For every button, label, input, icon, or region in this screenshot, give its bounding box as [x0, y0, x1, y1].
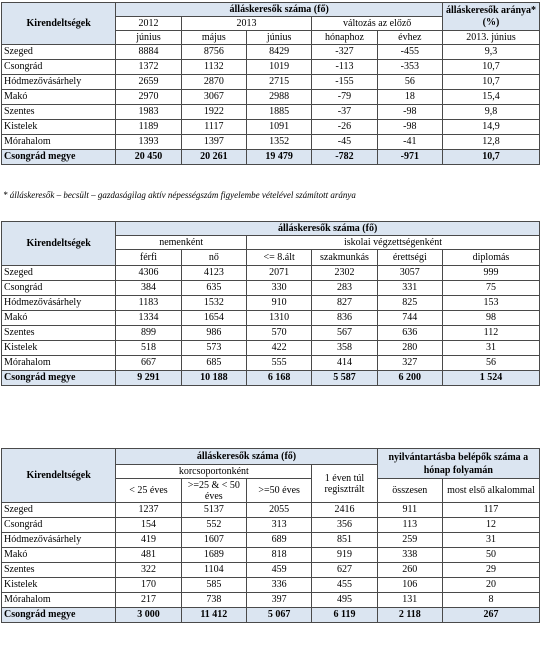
- age-group-header: korcsoportonként: [116, 465, 312, 479]
- sub-header: évhez: [377, 31, 442, 45]
- table-cell: 685: [181, 356, 246, 371]
- table-cell: 827: [312, 296, 377, 311]
- table-row: [2, 120, 540, 135]
- table-cell: -327: [312, 45, 377, 60]
- table-row: [2, 281, 540, 296]
- table-cell: 106: [377, 578, 442, 593]
- row-label: Makó: [2, 311, 116, 326]
- table-cell: -353: [377, 60, 442, 75]
- table-row: [2, 341, 540, 356]
- total-cell: 5 587: [312, 371, 377, 386]
- table-cell: -98: [377, 120, 442, 135]
- table-title: álláskeresők száma (fő): [116, 3, 443, 17]
- table-row: [2, 356, 540, 371]
- table-cell: 12: [442, 518, 539, 533]
- table-row: [2, 593, 540, 608]
- table-cell: 260: [377, 563, 442, 578]
- table-cell: 50: [442, 548, 539, 563]
- total-cell: 2 118: [377, 608, 442, 623]
- table-cell: 280: [377, 341, 442, 356]
- table-row: [2, 105, 540, 120]
- table-cell: -155: [312, 75, 377, 90]
- table-unemployed-age: [1, 448, 540, 623]
- table-row: [2, 533, 540, 548]
- table-cell: 2302: [312, 266, 377, 281]
- table-cell: 1983: [116, 105, 181, 120]
- table-cell: 56: [377, 75, 442, 90]
- table-cell: 322: [116, 563, 181, 578]
- row-label: Csongrád: [2, 60, 116, 75]
- col-header-region: Kirendeltségek: [2, 3, 116, 45]
- table-cell: 3067: [181, 90, 246, 105]
- table-row: [2, 503, 540, 518]
- table-row: [2, 311, 540, 326]
- table-cell: 1885: [246, 105, 311, 120]
- table-cell: 29: [442, 563, 539, 578]
- sub-header: szakmunkás: [312, 250, 377, 266]
- row-label: Mórahalom: [2, 356, 116, 371]
- table-cell: 414: [312, 356, 377, 371]
- total-label: Csongrád megye: [2, 608, 116, 623]
- table-cell: 154: [116, 518, 181, 533]
- table-cell: -41: [377, 135, 442, 150]
- table-cell: 986: [181, 326, 246, 341]
- total-cell: 267: [442, 608, 539, 623]
- table-row: [2, 563, 540, 578]
- table-cell: 313: [246, 518, 311, 533]
- table-row: [2, 75, 540, 90]
- table-cell: 911: [377, 503, 442, 518]
- table-cell: 552: [181, 518, 246, 533]
- table-row: [2, 518, 540, 533]
- table-cell: 1183: [116, 296, 181, 311]
- table-cell: 2715: [246, 75, 311, 90]
- row-label: Szentes: [2, 563, 116, 578]
- sub-header: május: [181, 31, 246, 45]
- table-cell: 31: [442, 533, 539, 548]
- table-cell: 455: [312, 578, 377, 593]
- total-row: [2, 371, 540, 386]
- table-row: [2, 578, 540, 593]
- table-cell: -26: [312, 120, 377, 135]
- total-row: [2, 150, 540, 165]
- table-cell: 14,9: [443, 120, 540, 135]
- table-cell: 1310: [246, 311, 311, 326]
- table-row: [2, 326, 540, 341]
- row-label: Hódmezővásárhely: [2, 296, 116, 311]
- table-cell: 2071: [246, 266, 311, 281]
- row-label: Hódmezővásárhely: [2, 75, 116, 90]
- table-row: [2, 548, 540, 563]
- table-cell: 358: [312, 341, 377, 356]
- table-cell: 567: [312, 326, 377, 341]
- table-cell: 384: [116, 281, 181, 296]
- table-cell: 555: [246, 356, 311, 371]
- table-cell: 75: [442, 281, 539, 296]
- table-cell: 495: [312, 593, 377, 608]
- sub-header: nő: [181, 250, 246, 266]
- table-cell: 153: [442, 296, 539, 311]
- total-cell: -971: [377, 150, 442, 165]
- table-cell: 283: [312, 281, 377, 296]
- table-cell: 419: [116, 533, 181, 548]
- table-cell: 117: [442, 503, 539, 518]
- table-cell: 330: [246, 281, 311, 296]
- row-label: Szeged: [2, 45, 116, 60]
- table-cell: 217: [116, 593, 181, 608]
- table-cell: 5137: [181, 503, 246, 518]
- total-cell: 10,7: [443, 150, 540, 165]
- table-cell: 459: [246, 563, 311, 578]
- table-row: [2, 45, 540, 60]
- table-cell: 131: [377, 593, 442, 608]
- total-cell: 6 119: [312, 608, 377, 623]
- table-cell: -98: [377, 105, 442, 120]
- row-label: Kistelek: [2, 341, 116, 356]
- table-cell: 2970: [116, 90, 181, 105]
- row-label: Szeged: [2, 266, 116, 281]
- sub-header: most első alkalommal: [442, 479, 539, 503]
- table-cell: 259: [377, 533, 442, 548]
- table-cell: 1352: [246, 135, 311, 150]
- table-cell: 570: [246, 326, 311, 341]
- education-group-header: iskolai végzettségenként: [246, 236, 539, 250]
- table-cell: 356: [312, 518, 377, 533]
- total-cell: 20 261: [181, 150, 246, 165]
- table-cell: 738: [181, 593, 246, 608]
- sub-header: június: [116, 31, 181, 45]
- sub-header: összesen: [377, 479, 442, 503]
- total-cell: 1 524: [442, 371, 539, 386]
- table-cell: -45: [312, 135, 377, 150]
- total-cell: 3 000: [116, 608, 181, 623]
- table-cell: -79: [312, 90, 377, 105]
- table-cell: -113: [312, 60, 377, 75]
- table-cell: 919: [312, 548, 377, 563]
- table-cell: 1189: [116, 120, 181, 135]
- table-row: [2, 266, 540, 281]
- table-cell: -455: [377, 45, 442, 60]
- sub-header: >=50 éves: [246, 479, 311, 503]
- table-cell: 627: [312, 563, 377, 578]
- row-label: Szentes: [2, 326, 116, 341]
- table-cell: 2055: [246, 503, 311, 518]
- gender-group-header: nemenként: [116, 236, 247, 250]
- table-cell: 518: [116, 341, 181, 356]
- table-cell: 1091: [246, 120, 311, 135]
- table-cell: 4123: [181, 266, 246, 281]
- sub-header: férfi: [116, 250, 181, 266]
- new-entrants-header: nyilvántartásba belépők száma a hónap folyamán: [377, 449, 539, 479]
- table-cell: 999: [442, 266, 539, 281]
- table-cell: 2659: [116, 75, 181, 90]
- row-label: Szentes: [2, 105, 116, 120]
- table-cell: 2416: [312, 503, 377, 518]
- table-row: [2, 296, 540, 311]
- table-cell: 689: [246, 533, 311, 548]
- table-row: [2, 60, 540, 75]
- table-cell: 8429: [246, 45, 311, 60]
- col-header-region: Kirendeltségek: [2, 449, 116, 503]
- footnote: * álláskeresők – becsült – gazdaságilag aktív népességszám figyelembe vételével számított aránya: [3, 190, 356, 200]
- table-cell: 8884: [116, 45, 181, 60]
- table-cell: 12,8: [443, 135, 540, 150]
- table-cell: 1607: [181, 533, 246, 548]
- row-label: Szeged: [2, 503, 116, 518]
- table-cell: 899: [116, 326, 181, 341]
- table-cell: -37: [312, 105, 377, 120]
- table-cell: 327: [377, 356, 442, 371]
- year-2012-header: 2012: [116, 17, 181, 31]
- total-cell: 6 168: [246, 371, 311, 386]
- table-cell: 1397: [181, 135, 246, 150]
- table-cell: 1132: [181, 60, 246, 75]
- table-cell: 56: [442, 356, 539, 371]
- row-label: Makó: [2, 548, 116, 563]
- total-label: Csongrád megye: [2, 371, 116, 386]
- total-cell: 20 450: [116, 150, 181, 165]
- table-cell: 10,7: [443, 75, 540, 90]
- table-cell: 825: [377, 296, 442, 311]
- row-label: Mórahalom: [2, 593, 116, 608]
- sub-header: érettségi: [377, 250, 442, 266]
- total-cell: 11 412: [181, 608, 246, 623]
- table-cell: 1393: [116, 135, 181, 150]
- table-cell: 112: [442, 326, 539, 341]
- sub-header: hónaphoz: [312, 31, 377, 45]
- table-cell: 15,4: [443, 90, 540, 105]
- table-cell: 836: [312, 311, 377, 326]
- table-unemployed-trend: [1, 2, 540, 165]
- total-cell: -782: [312, 150, 377, 165]
- table-cell: 636: [377, 326, 442, 341]
- row-label: Csongrád: [2, 281, 116, 296]
- table-cell: 10,7: [443, 60, 540, 75]
- long-term-header: 1 éven túl regisztrált: [312, 465, 377, 503]
- table-cell: 20: [442, 578, 539, 593]
- table-title: álláskeresők száma (fő): [116, 449, 377, 465]
- table-cell: 4306: [116, 266, 181, 281]
- sub-header: 2013. június: [443, 31, 540, 45]
- table-cell: 338: [377, 548, 442, 563]
- total-cell: 6 200: [377, 371, 442, 386]
- sub-header: >=25 & < 50 éves: [181, 479, 246, 503]
- table-cell: 98: [442, 311, 539, 326]
- sub-header: <= 8.ált: [246, 250, 311, 266]
- table-cell: 481: [116, 548, 181, 563]
- table-cell: 8756: [181, 45, 246, 60]
- table-unemployed-breakdown: [1, 221, 540, 386]
- table-cell: 336: [246, 578, 311, 593]
- total-row: [2, 608, 540, 623]
- row-label: Kistelek: [2, 120, 116, 135]
- table-cell: 585: [181, 578, 246, 593]
- sub-header: diplomás: [442, 250, 539, 266]
- table-cell: 1654: [181, 311, 246, 326]
- total-cell: 5 067: [246, 608, 311, 623]
- table-cell: 744: [377, 311, 442, 326]
- total-label: Csongrád megye: [2, 150, 116, 165]
- row-label: Makó: [2, 90, 116, 105]
- total-cell: 19 479: [246, 150, 311, 165]
- table-cell: 170: [116, 578, 181, 593]
- table-cell: 1104: [181, 563, 246, 578]
- table-row: [2, 135, 540, 150]
- table-cell: 2870: [181, 75, 246, 90]
- table-cell: 31: [442, 341, 539, 356]
- table-cell: 18: [377, 90, 442, 105]
- table-cell: 331: [377, 281, 442, 296]
- table-cell: 3057: [377, 266, 442, 281]
- table-cell: 1372: [116, 60, 181, 75]
- total-cell: 9 291: [116, 371, 181, 386]
- table-cell: 2988: [246, 90, 311, 105]
- table-cell: 1689: [181, 548, 246, 563]
- table-cell: 1922: [181, 105, 246, 120]
- table-cell: 9,3: [443, 45, 540, 60]
- col-header-region: Kirendeltségek: [2, 222, 116, 266]
- table-cell: 9,8: [443, 105, 540, 120]
- row-label: Kistelek: [2, 578, 116, 593]
- sub-header: június: [246, 31, 311, 45]
- row-label: Hódmezővásárhely: [2, 533, 116, 548]
- table-cell: 1237: [116, 503, 181, 518]
- row-label: Mórahalom: [2, 135, 116, 150]
- table-cell: 635: [181, 281, 246, 296]
- rate-header: álláskeresők aránya* (%): [443, 3, 540, 31]
- table-row: [2, 90, 540, 105]
- table-cell: 397: [246, 593, 311, 608]
- table-cell: 573: [181, 341, 246, 356]
- row-label: Csongrád: [2, 518, 116, 533]
- sub-header: < 25 éves: [116, 479, 181, 503]
- table-cell: 910: [246, 296, 311, 311]
- table-cell: 422: [246, 341, 311, 356]
- total-cell: 10 188: [181, 371, 246, 386]
- table-cell: 113: [377, 518, 442, 533]
- table-cell: 1334: [116, 311, 181, 326]
- table-cell: 1532: [181, 296, 246, 311]
- change-header: változás az előző: [312, 17, 443, 31]
- table-cell: 818: [246, 548, 311, 563]
- table-title: álláskeresők száma (fő): [116, 222, 540, 236]
- table-cell: 1117: [181, 120, 246, 135]
- table-cell: 667: [116, 356, 181, 371]
- year-2013-header: 2013: [181, 17, 312, 31]
- table-cell: 1019: [246, 60, 311, 75]
- table-cell: 8: [442, 593, 539, 608]
- table-cell: 851: [312, 533, 377, 548]
